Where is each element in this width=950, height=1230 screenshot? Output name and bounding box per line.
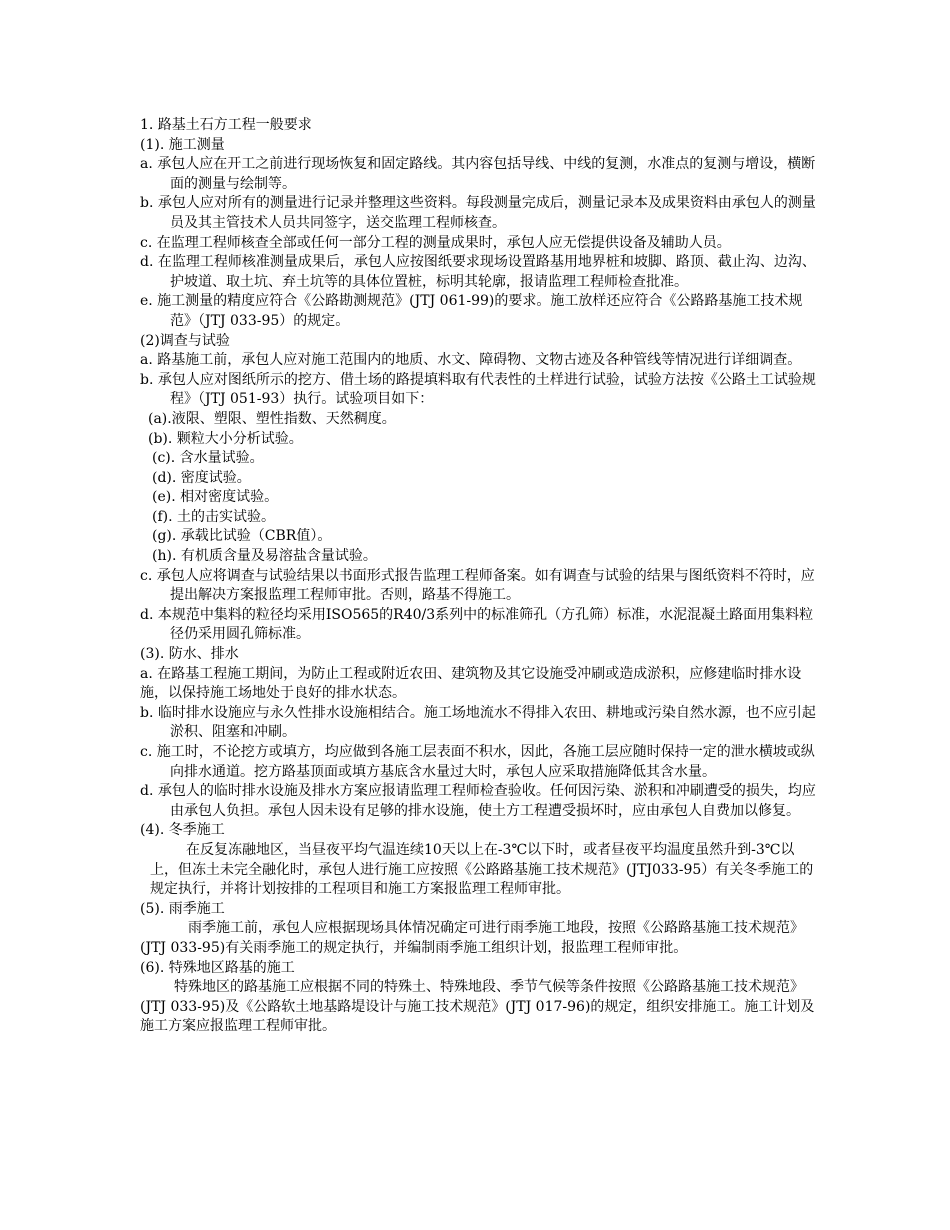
s1-item-e: e. 施工测量的精度应符合《公路勘测规范》(JTJ 061-99)的要求。施工放样还应符合《公路路基施工技术规范》（JTJ 033-95）的规定。 — [140, 293, 803, 329]
s1-item-b: b. 承包人应对所有的测量进行记录并整理这些资料。每段测量完成后，测量记录本及成果资料由承包人的测量员及其主管技术人员共同签字，送交监理工程师核查。 — [140, 195, 816, 231]
section-5-heading: (5). 雨季施工 — [140, 900, 225, 917]
document-title: 1. 路基土石方工程一般要求 — [140, 117, 312, 133]
s2-item-d: d. 本规范中集料的粒径均采用ISO565的R40/3系列中的标准筛孔（方孔筛）标准，水泥混凝土路面用集料粒径仍采用圆孔筛标准。 — [140, 606, 814, 643]
s3-item-a: a. 在路基工程施工期间，为防止工程或附近农田、建筑物及其它设施受冲刷或造成淤积，应修建临时排水设施，以保持施工场地处于良好的排水状态。 — [140, 665, 802, 702]
s5-body: 雨季施工前，承包人应根据现场具体情况确定可进行雨季施工地段，按照《公路路基施工技术规范》(JTJ 033-95)有关雨季施工的规定执行，并编制雨季施工组织计划，报监理工程师审批。 — [140, 920, 804, 956]
section-1-heading: (1). 施工测量 — [140, 136, 225, 153]
s4-body: 在反复冻融地区，当昼夜平均气温连续10天以上在-3℃以下时，或者昼夜平均温度虽然升到-3℃以上，但冻土未完全融化时，承包人进行施工应按照《公路路基施工技术规范》(JTJ033-95）有关冬季施工的规定执行，并将计划按排的工程项目和施工方案报监理工程师审批。 — [150, 841, 814, 898]
test-item-e: (e). 相对密度试验。 — [152, 489, 279, 506]
section-2-heading: (2)调查与试验 — [140, 332, 230, 349]
s3-item-c: c. 施工时，不论挖方或填方，均应做到各施工层表面不积水，因此，各施工层应随时保持一定的泄水横坡或纵向排水通道。挖方路基顶面或填方基底含水量过大时，承包人应采取措施降低其含水量。 — [140, 744, 815, 780]
s2-item-a: a. 路基施工前，承包人应对施工范围内的地质、水文、障碍物、文物古迹及各种管线等情况进行详细调查。 — [140, 352, 802, 369]
test-item-h: (h). 有机质含量及易溶盐含量试验。 — [152, 548, 377, 565]
section-4-heading: (4). 冬季施工 — [140, 822, 225, 839]
section-6-heading: (6). 特殊地区路基的施工 — [140, 959, 295, 976]
test-item-d: (d). 密度试验。 — [152, 469, 251, 486]
s1-item-d: d. 在监理工程师核准测量成果后，承包人应按图纸要求现场设置路基用地界桩和坡脚、路顶、截止沟、边沟、护坡道、取土坑、弃土坑等的具体位置桩，标明其轮廓，报请监理工程师检查批准。 — [140, 254, 816, 290]
test-item-f: (f). 土的击实试验。 — [152, 508, 276, 525]
s1-item-c: c. 在监理工程师核查全部或任何一部分工程的测量成果时，承包人应无偿提供设备及辅助人员。 — [140, 234, 731, 251]
s3-item-d: d. 承包人的临时排水设施及排水方案应报请监理工程师检查验收。任何因污染、淤积和冲刷遭受的损失，均应由承包人负担。承包人因未设有足够的排水设施，使土方工程遭受损坏时，应由承包人自费加以修复。 — [140, 783, 816, 819]
s3-item-b: b. 临时排水设施应与永久性排水设施相结合。施工场地流水不得排入农田、耕地或污染自然水源，也不应引起淤积、阻塞和冲刷。 — [140, 704, 816, 741]
s2-item-b: b. 承包人应对图纸所示的挖方、借土场的路提填料取有代表性的土样进行试验，试验方法按《公路土工试验规程》（JTJ 051-93）执行。试验项目如下： — [140, 371, 816, 408]
test-item-g: (g). 承载比试验（CBR值）。 — [152, 528, 332, 545]
section-3-heading: (3). 防水、排水 — [140, 646, 239, 663]
s1-item-a: a. 承包人应在开工之前进行现场恢复和固定路线。其内容包括导线、中线的复测，水准点的复测与增设，横断面的测量与绘制等。 — [140, 156, 816, 192]
s6-body: 特殊地区的路基施工应根据不同的特殊土、特殊地段、季节气候等条件按照《公路路基施工技术规范》(JTJ 033-95)及《公路软土地基路堤设计与施工技术规范》(JTJ 017-96)的规定，组织安排施工。施工计划及施工方案应报监理工程师审批。 — [140, 979, 815, 1035]
test-item-a: (a).液限、塑限、塑性指数、天然稠度。 — [148, 410, 396, 427]
test-item-c: (c). 含水量试验。 — [152, 450, 264, 467]
test-item-b: (b). 颗粒大小分析试验。 — [148, 430, 303, 447]
s2-item-c: c. 承包人应将调查与试验结果以书面形式报告监理工程师备案。如有调查与试验的结果与图纸资料不符时，应提出解决方案报监理工程师审批。否则，路基不得施工。 — [140, 567, 815, 604]
document-body — [140, 116, 820, 1037]
